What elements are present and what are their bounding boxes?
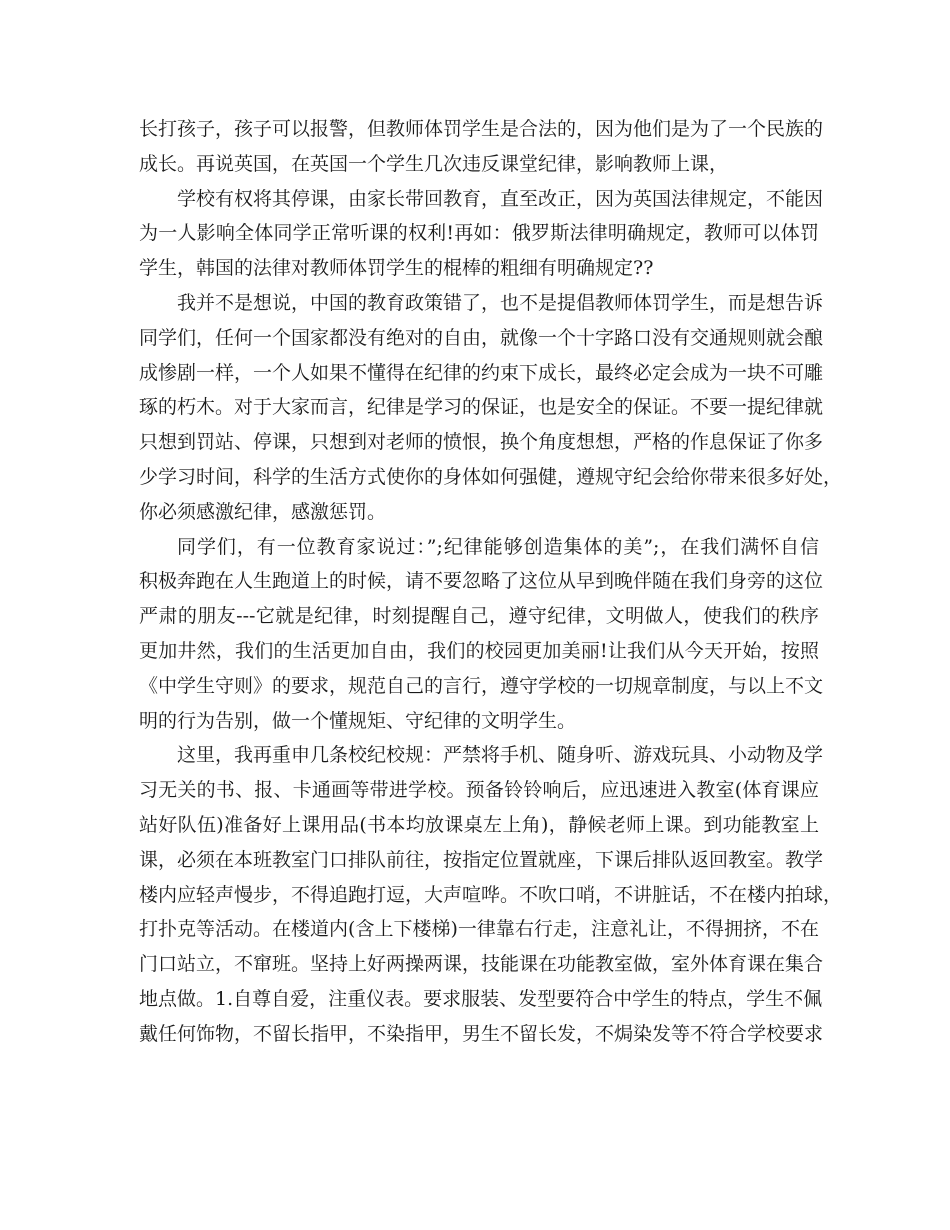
text-line: 成长。再说英国，在英国一个学生几次违反课堂纪律，影响教师上课，	[139, 152, 729, 175]
text-line: 地点做。1.自尊自爱，注重仪表。要求服装、发型要符合中学生的特点，学生不佩	[139, 987, 823, 1010]
text-line: 积极奔跑在人生跑道上的时候，请不要忽略了这位从早到晚伴随在我们身旁的这位	[139, 570, 824, 593]
text-line: 课，必须在本班教室门口排队前往，按指定位置就座，下课后排队返回教室。教学	[139, 848, 824, 871]
text-line: 打扑克等活动。在楼道内(含上下楼梯)一律靠右行走，注意礼让，不得拥挤，不在	[139, 918, 819, 941]
text-line: 同学们，任何一个国家都没有绝对的自由，就像一个十字路口没有交通规则就会酿	[139, 326, 824, 349]
text-line: 站好队伍)准备好上课用品(书本均放课桌左上角)，静候老师上课。到功能教室上	[139, 813, 819, 836]
text-line: 明的行为告别，做一个懂规矩、守纪律的文明学生。	[139, 709, 577, 732]
text-line: 我并不是想说，中国的教育政策错了，也不是提倡教师体罚学生，而是想告诉	[177, 291, 824, 314]
text-line: 你必须感激纪律，感激惩罚。	[139, 500, 387, 523]
text-line: 为一人影响全体同学正常听课的权利!再如：俄罗斯法律明确规定，教师可以体罚	[139, 222, 819, 245]
text-line: 楼内应轻声慢步，不得追跑打逗，大声喧哗。不吹口哨，不讲脏话，不在楼内拍球，	[139, 883, 843, 906]
text-line: 少学习时间，科学的生活方式使你的身体如何强健，遵规守纪会给你带来很多好处，	[139, 465, 843, 488]
text-line: 长打孩子，孩子可以报警，但教师体罚学生是合法的，因为他们是为了一个民族的	[139, 118, 824, 140]
text-line: 严肃的朋友---它就是纪律，时刻提醒自己，遵守纪律，文明做人，使我们的秩序	[139, 605, 819, 628]
text-line: 同学们，有一位教育家说过：”;纪律能够创造集体的美”;，在我们满怀自信	[177, 535, 819, 558]
text-line: 这里，我再重申几条校纪校规：严禁将手机、随身听、游戏玩具、小动物及学	[177, 744, 824, 767]
text-line: 只想到罚站、停课，只想到对老师的愤恨，换个角度想想，严格的作息保证了你多	[139, 431, 824, 454]
text-line: 门口站立，不窜班。坚持上好两操两课，技能课在功能教室做，室外体育课在集合	[139, 953, 824, 976]
text-line: 成惨剧一样，一个人如果不懂得在纪律的约束下成长，最终必定会成为一块不可雕	[139, 361, 824, 384]
document-body-text	[139, 112, 843, 1052]
text-line: 学校有权将其停课，由家长带回教育，直至改正，因为英国法律规定，不能因	[177, 187, 824, 210]
text-line: 琢的朽木。对于大家而言，纪律是学习的保证，也是安全的保证。不要一提纪律就	[139, 396, 824, 419]
text-line: 《中学生守则》的要求，规范自己的言行，遵守学校的一切规章制度，与以上不文	[139, 674, 824, 697]
text-line: 习无关的书、报、卡通画等带进学校。预备铃铃响后，应迅速进入教室(体育课应	[139, 779, 819, 802]
text-line: 更加井然，我们的生活更加自由，我们的校园更加美丽!让我们从今天开始，按照	[139, 639, 819, 662]
text-line: 戴任何饰物，不留长指甲，不染指甲，男生不留长发，不焗染发等不符合学校要求	[139, 1022, 824, 1045]
text-line: 学生，韩国的法律对教师体罚学生的棍棒的粗细有明确规定??	[139, 257, 654, 280]
